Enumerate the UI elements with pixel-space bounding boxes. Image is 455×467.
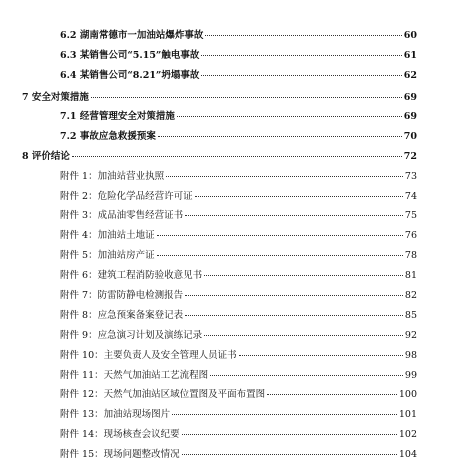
toc-entry[interactable]	[22, 92, 417, 104]
toc-entry-title: 附件 1：加油站营业执照	[60, 171, 165, 182]
toc-entry-title: 7.2 事故应急救援预案	[60, 131, 156, 142]
toc-entry[interactable]	[60, 449, 417, 461]
toc-page-number: 62	[403, 70, 417, 81]
toc-page-number: 73	[404, 171, 417, 182]
toc-entry[interactable]	[60, 370, 417, 382]
toc-entry-title: 附件 3：成品油零售经营证书	[60, 210, 184, 221]
dot-leader	[210, 374, 403, 376]
toc-entry-title: 附件 7：防雷防静电检测报告	[60, 290, 184, 301]
toc-entry-title: 6.4 某销售公司“8.21”坍塌事故	[60, 70, 200, 81]
dot-leader	[166, 175, 403, 177]
toc-entry[interactable]	[60, 171, 417, 183]
toc-entry-title: 7.1 经营管理安全对策措施	[60, 111, 175, 122]
toc-entry[interactable]	[60, 389, 417, 401]
toc-page-number: 98	[404, 350, 417, 361]
dot-leader	[172, 413, 397, 415]
toc-page-number: 100	[398, 389, 417, 400]
toc-entry-title: 附件 13：加油站现场图片	[60, 409, 171, 420]
toc-page-number: 78	[404, 250, 417, 261]
toc-entry-title: 7 安全对策措施	[22, 92, 89, 103]
toc-entry[interactable]	[60, 330, 417, 342]
toc-entry[interactable]	[60, 131, 417, 143]
toc-entry[interactable]	[60, 70, 417, 82]
toc-entry-title: 附件 15：现场问题整改情况	[60, 449, 180, 460]
toc-page-number: 74	[404, 191, 417, 202]
dot-leader	[205, 34, 401, 36]
toc-entry-title: 附件 9：应急演习计划及演练记录	[60, 330, 203, 341]
toc-entry-title: 附件 4：加油站土地证	[60, 230, 155, 241]
toc-entry[interactable]	[22, 151, 417, 163]
toc-entry[interactable]	[60, 270, 417, 282]
dot-leader	[72, 155, 402, 157]
toc-entry-title: 附件 5：加油站房产证	[60, 250, 155, 261]
toc-entry[interactable]	[60, 250, 417, 262]
toc-entry[interactable]	[60, 191, 417, 203]
dot-leader	[185, 294, 403, 296]
dot-leader	[201, 54, 401, 56]
toc-entry[interactable]	[60, 350, 417, 362]
toc-entry[interactable]	[60, 50, 417, 62]
toc-entry-title: 附件 14：现场核查会议纪要	[60, 429, 180, 440]
toc-page-number: 92	[404, 330, 417, 341]
toc-entry[interactable]	[60, 290, 417, 302]
toc-entry[interactable]	[60, 429, 417, 441]
toc-page-number: 60	[403, 30, 417, 41]
dot-leader	[185, 214, 403, 216]
toc-page-number: 72	[403, 151, 417, 162]
toc-entry-title: 6.2 湖南常德市一加油站爆炸事故	[60, 30, 204, 41]
toc-entry[interactable]	[60, 230, 417, 242]
toc-entry-title: 6.3 某销售公司“5.15”触电事故	[60, 50, 200, 61]
dot-leader	[182, 453, 397, 455]
dot-leader	[177, 115, 402, 117]
dot-leader	[267, 393, 397, 395]
toc-page-number: 82	[404, 290, 417, 301]
toc-page-number: 69	[403, 92, 417, 103]
dot-leader	[185, 314, 403, 316]
dot-leader	[158, 135, 402, 137]
dot-leader	[204, 334, 403, 336]
toc-entry[interactable]	[60, 30, 417, 42]
dot-leader	[204, 274, 403, 276]
toc-entry-title: 附件 12：天然气加油站区域位置图及平面布置图	[60, 389, 266, 400]
toc-page-number: 101	[398, 409, 417, 420]
toc-page-number: 99	[404, 370, 417, 381]
toc-page-number: 70	[403, 131, 417, 142]
toc-entry-title: 附件 8：应急预案备案登记表	[60, 310, 184, 321]
toc-page-number: 102	[398, 429, 417, 440]
toc-entry-title: 8 评价结论	[22, 151, 70, 162]
dot-leader	[201, 74, 401, 76]
toc-entry-title: 附件 11：天然气加油站工艺流程图	[60, 370, 209, 381]
toc-entry[interactable]	[60, 111, 417, 123]
toc-entry-title: 附件 6：建筑工程消防验收意见书	[60, 270, 203, 281]
toc-entry[interactable]	[60, 210, 417, 222]
dot-leader	[157, 234, 403, 236]
toc-entry[interactable]	[60, 310, 417, 322]
toc-page-number: 81	[404, 270, 417, 281]
toc-page-number: 69	[403, 111, 417, 122]
toc-page-number: 76	[404, 230, 417, 241]
toc-page-number: 61	[403, 50, 417, 61]
dot-leader	[195, 195, 403, 197]
dot-leader	[91, 96, 402, 98]
toc-entry-title: 附件 10：主要负责人及安全管理人员证书	[60, 350, 237, 361]
toc-page-number: 85	[404, 310, 417, 321]
toc-page-number: 104	[398, 449, 417, 460]
toc-entry[interactable]	[60, 409, 417, 421]
dot-leader	[239, 354, 403, 356]
toc-entry-title: 附件 2：危险化学品经营许可证	[60, 191, 193, 202]
dot-leader	[182, 433, 397, 435]
toc-page-number: 75	[404, 210, 417, 221]
dot-leader	[157, 254, 403, 256]
